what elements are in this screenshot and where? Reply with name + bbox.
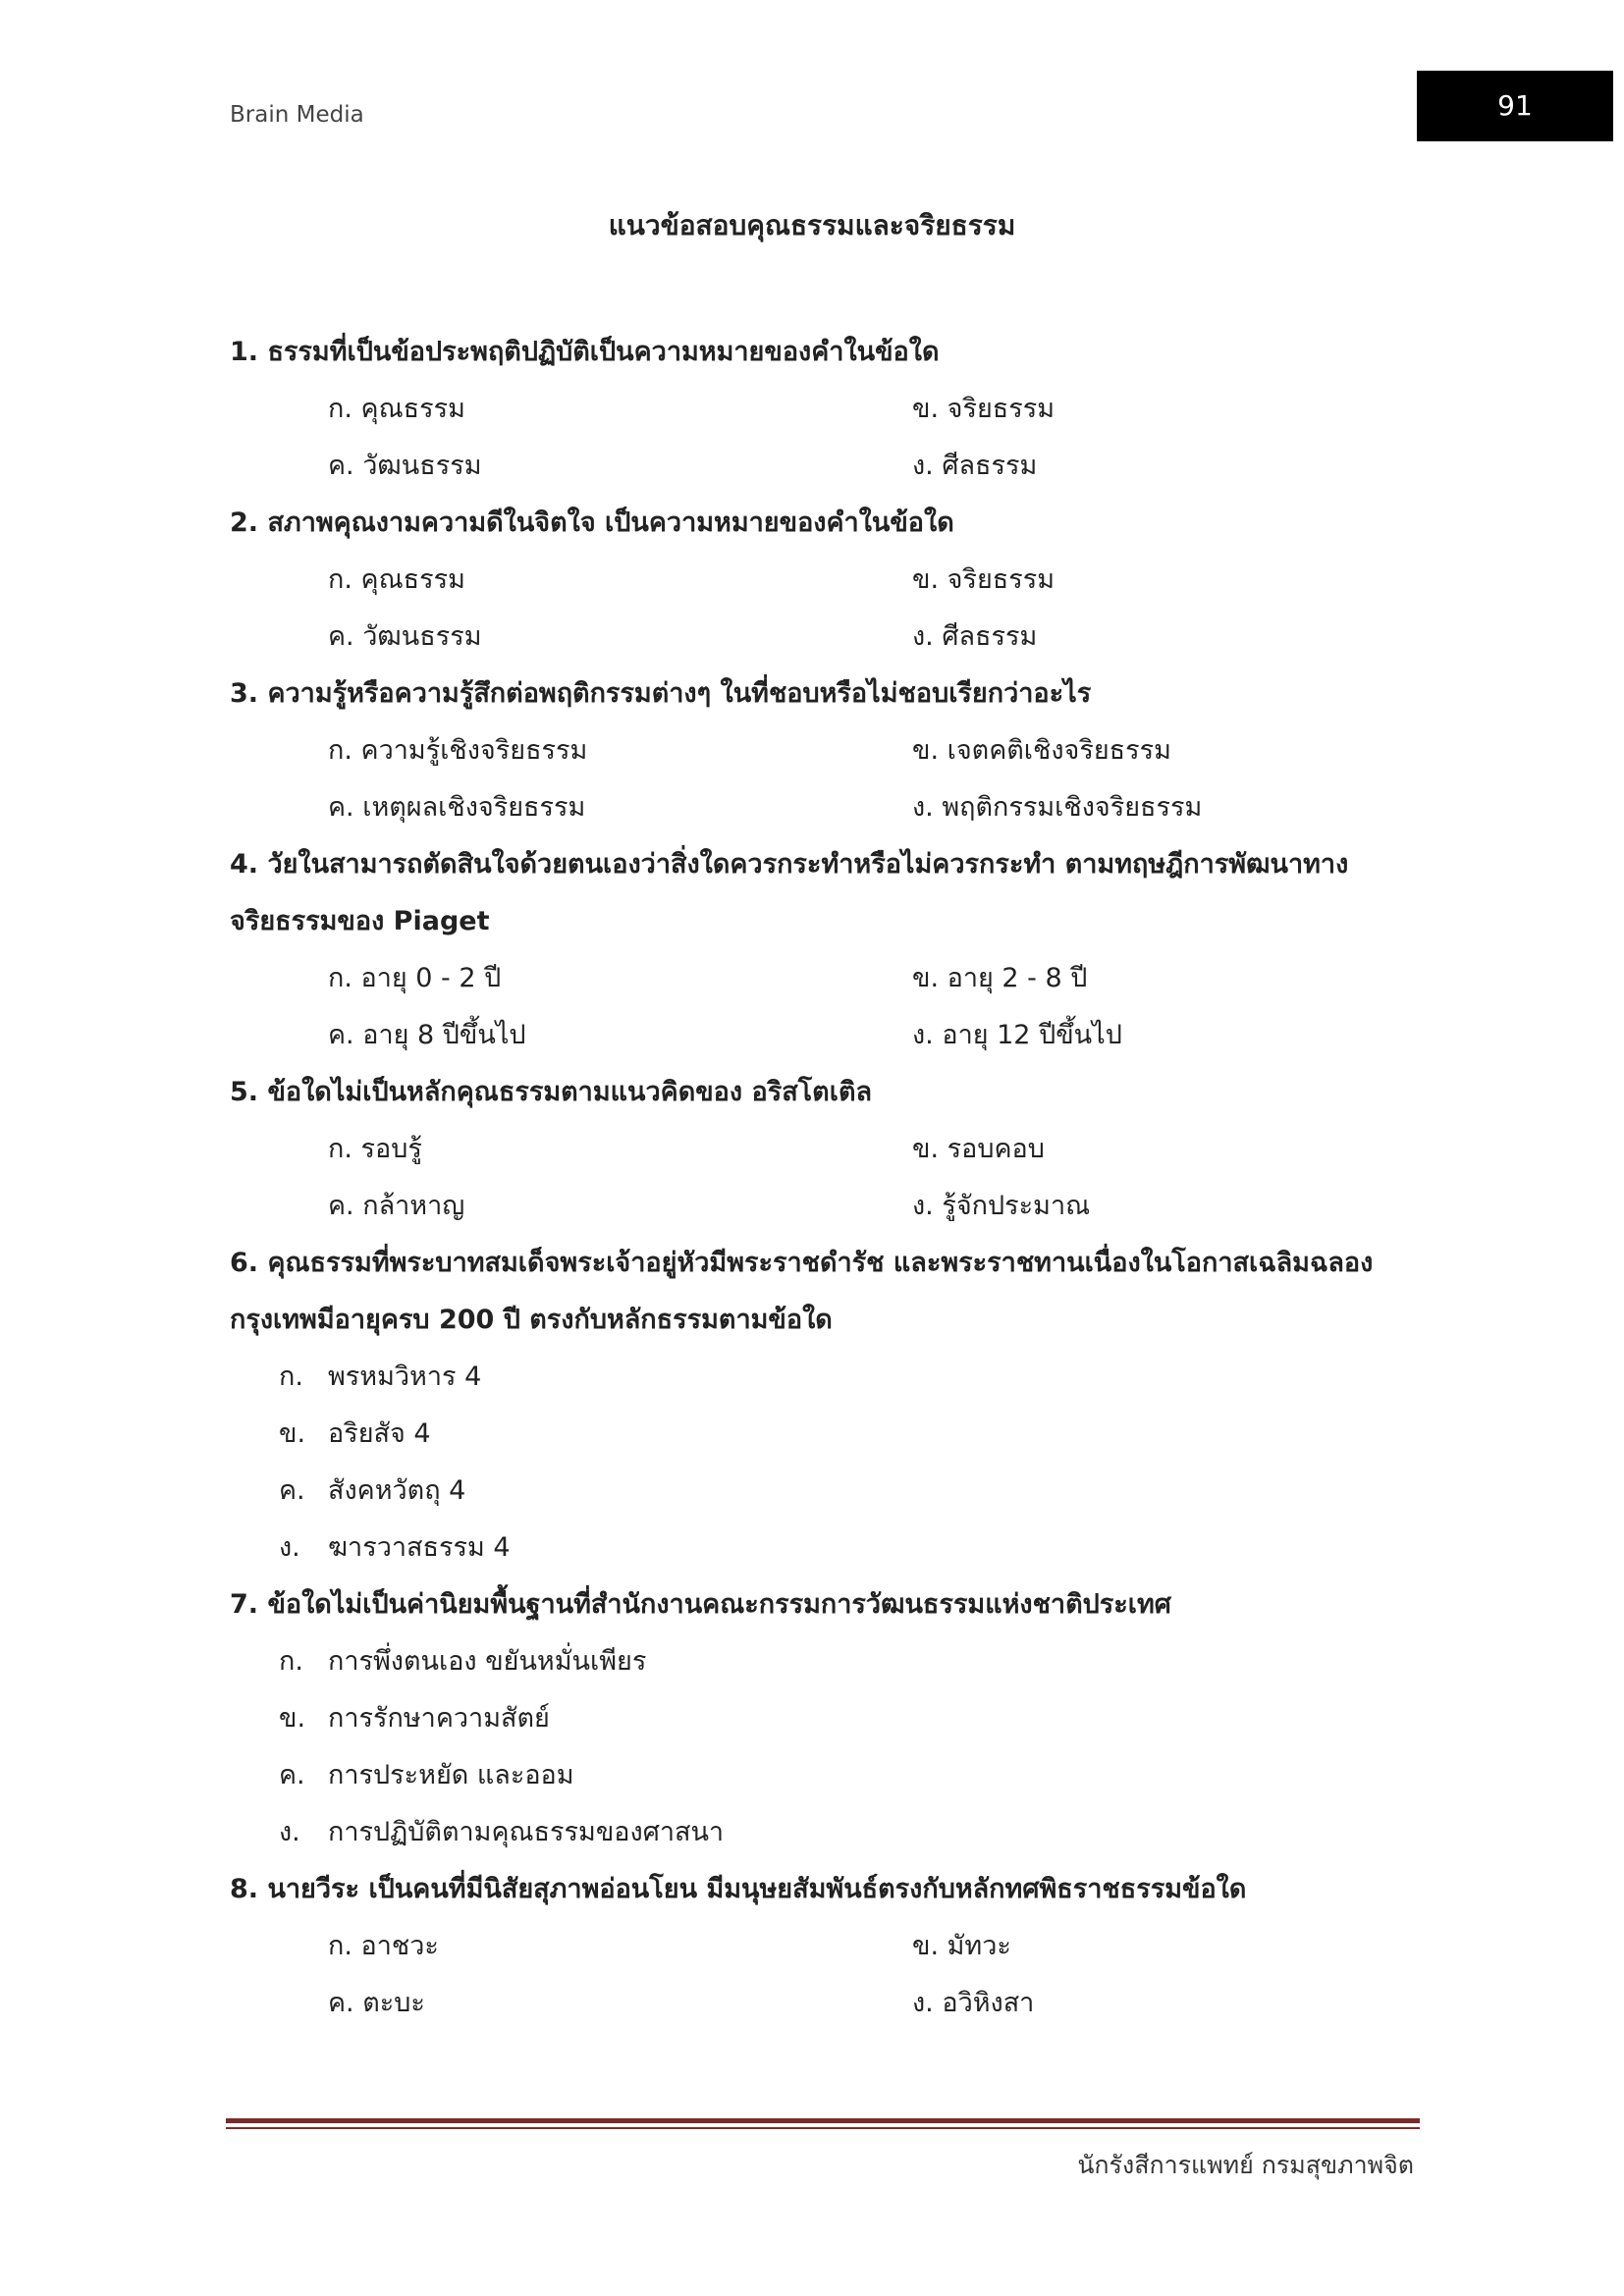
option-label: ก. — [279, 1646, 303, 1677]
footer-divider-thin — [226, 2127, 1420, 2129]
options — [328, 381, 1447, 495]
option: ค. ตะบะ — [328, 1988, 425, 2018]
option — [279, 1349, 1447, 1406]
question-list — [230, 324, 1447, 2032]
option: ก. คุณธรรม — [328, 564, 465, 595]
option-label: ค. — [279, 1760, 305, 1790]
question-8 — [230, 1861, 1447, 2032]
option-label: ง. — [279, 1532, 300, 1563]
footer-text: นักรังสีการแพทย์ กรมสุขภาพจิต — [1077, 2151, 1414, 2179]
option: ง. ศีลธรรม — [912, 451, 1038, 481]
option: ก. รอบรู้ — [328, 1134, 422, 1164]
option: ข. จริยธรรม — [912, 394, 1056, 424]
option-text: การรักษาความสัตย์ — [328, 1703, 550, 1734]
option-text: การพึ่งตนเอง ขยันหมั่นเพียร — [328, 1646, 647, 1677]
question-3 — [230, 666, 1447, 836]
question-2 — [230, 495, 1447, 666]
option: ง. ศีลธรรม — [912, 621, 1038, 652]
option: ค. เหตุผลเชิงจริยธรรม — [328, 792, 586, 823]
option-text: อริยสัจ 4 — [328, 1418, 431, 1449]
option-text: ฆารวาสธรรม 4 — [328, 1532, 511, 1563]
option — [279, 1463, 1447, 1520]
option-label: ข. — [279, 1418, 306, 1449]
options — [328, 950, 1447, 1064]
option-label: ข. — [279, 1703, 306, 1734]
option: ง. พฤติกรรมเชิงจริยธรรม — [912, 792, 1203, 823]
question-1 — [230, 324, 1447, 495]
option: ง. รู้จักประมาณ — [912, 1191, 1091, 1221]
options — [328, 1121, 1447, 1235]
option: ก. อาชวะ — [328, 1931, 439, 1961]
option: ค. อายุ 8 ปีขึ้นไป — [328, 1020, 526, 1050]
question-7 — [230, 1576, 1447, 1861]
option: ข. อายุ 2 - 8 ปี — [912, 963, 1088, 993]
question-text: 4. วัยในสามารถตัดสินใจด้วยตนเองว่าสิ่งใดควรกระทำหรือไม่ควรกระทำ ตามทฤษฎีการพัฒนาทาง — [230, 849, 1349, 880]
options — [328, 722, 1447, 836]
option — [279, 1747, 1447, 1804]
option: ข. รอบคอบ — [912, 1134, 1045, 1164]
question-text: 2. สภาพคุณงามความดีในจิตใจ เป็นความหมายของคำในข้อใด — [230, 507, 954, 538]
question-4 — [230, 836, 1447, 1064]
header-brand: Brain Media — [230, 102, 364, 128]
question-text: 7. ข้อใดไม่เป็นค่านิยมพื้นฐานที่สำนักงานคณะกรรมการวัฒนธรรมแห่งชาติประเทศ — [230, 1589, 1171, 1620]
option: ค. กล้าหาญ — [328, 1191, 465, 1221]
question-text: 3. ความรู้หรือความรู้สึกต่อพฤติกรรมต่างๆ ในที่ชอบหรือไม่ชอบเรียกว่าอะไร — [230, 678, 1092, 709]
question-text-continued: จริยธรรมของ Piaget — [230, 906, 490, 936]
question-text: 1. ธรรมที่เป็นข้อประพฤติปฏิบัติเป็นความหมายของคำในข้อใด — [230, 337, 940, 367]
option — [279, 1690, 1447, 1747]
option — [279, 1804, 1447, 1861]
question-text: 6. คุณธรรมที่พระบาทสมเด็จพระเจ้าอยู่หัวมีพระราชดำรัช และพระราชทานเนื่องในโอกาสเฉลิมฉลอง — [230, 1248, 1374, 1278]
option-text: การปฏิบัติตามคุณธรรมของศาสนา — [328, 1817, 725, 1847]
option — [279, 1520, 1447, 1576]
option-text: สังคหวัตถุ 4 — [328, 1475, 466, 1506]
options — [279, 1349, 1447, 1576]
options — [328, 552, 1447, 666]
option: ก. ความรู้เชิงจริยธรรม — [328, 735, 588, 766]
option: ค. วัฒนธรรม — [328, 451, 482, 481]
option — [279, 1406, 1447, 1463]
option: ข. จริยธรรม — [912, 564, 1056, 595]
options — [279, 1633, 1447, 1861]
option: ข. เจตคติเชิงจริยธรรม — [912, 735, 1171, 766]
option-label: ค. — [279, 1475, 305, 1506]
question-text: 8. นายวีระ เป็นคนที่มีนิสัยสุภาพอ่อนโยน มีมนุษยสัมพันธ์ตรงกับหลักทศพิธราชธรรมข้อใด — [230, 1874, 1247, 1904]
option-label: ก. — [279, 1362, 303, 1392]
footer-divider — [226, 2118, 1420, 2123]
option — [279, 1633, 1447, 1690]
page-title: แนวข้อสอบคุณธรรมและจริยธรรม — [608, 209, 1016, 241]
option-text: พรหมวิหาร 4 — [328, 1362, 482, 1392]
option-text: การประหยัด และออม — [328, 1760, 574, 1790]
option: ก. คุณธรรม — [328, 394, 465, 424]
question-text-continued: กรุงเทพมีอายุครบ 200 ปี ตรงกับหลักธรรมตามข้อใด — [230, 1305, 833, 1335]
options — [328, 1918, 1447, 2032]
option: ง. อายุ 12 ปีขึ้นไป — [912, 1020, 1122, 1050]
option: ง. อวิหิงสา — [912, 1988, 1035, 2018]
page-number: 91 — [1497, 89, 1533, 122]
option: ก. อายุ 0 - 2 ปี — [328, 963, 502, 993]
option: ข. มัทวะ — [912, 1931, 1011, 1961]
question-text: 5. ข้อใดไม่เป็นหลักคุณธรรมตามแนวคิดของ อริสโตเติล — [230, 1077, 873, 1107]
page-number-box — [1417, 71, 1613, 141]
question-5 — [230, 1064, 1447, 1235]
option-label: ง. — [279, 1817, 300, 1847]
option: ค. วัฒนธรรม — [328, 621, 482, 652]
question-6 — [230, 1235, 1447, 1576]
